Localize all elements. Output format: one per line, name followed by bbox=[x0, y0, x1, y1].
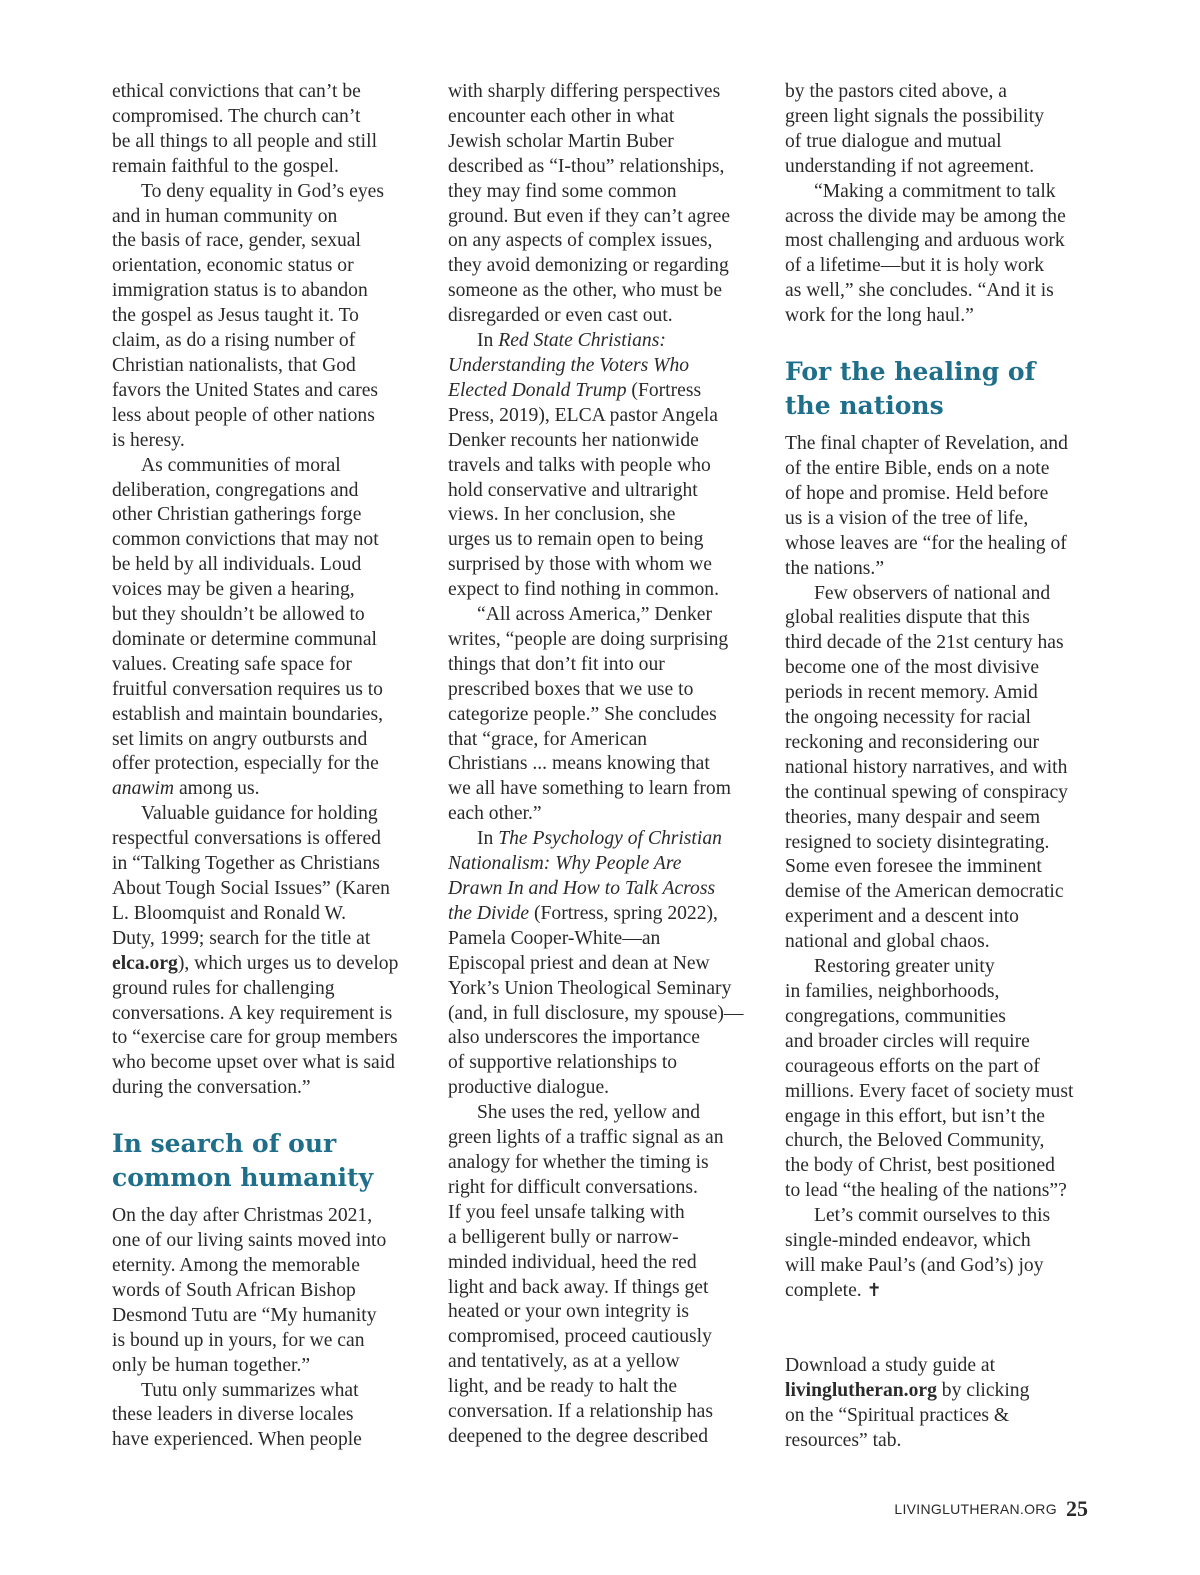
text-line: productive dialogue. bbox=[448, 1077, 610, 1099]
text-line: Tutu only summarizes what bbox=[141, 1379, 359, 1401]
book-title: Red State Christians: bbox=[498, 330, 666, 352]
text-line: the basis of race, gender, sexual bbox=[112, 230, 361, 252]
text-line: The final chapter of Revelation, and bbox=[785, 433, 1068, 455]
text-line: favors the United States and cares bbox=[112, 379, 379, 401]
heading-line: For the healing of bbox=[785, 357, 1036, 387]
text-line: travels and talks with people who bbox=[448, 454, 711, 476]
text-line: by the pastors cited above, a bbox=[785, 81, 1007, 102]
text-line: the continual spewing of conspiracy bbox=[785, 781, 1068, 803]
text-line: ground. But even if they can’t agree bbox=[448, 205, 731, 227]
text-line: and tentatively, as at a yellow bbox=[448, 1351, 680, 1373]
text-line: only be human together.” bbox=[112, 1354, 311, 1376]
text-line: establish and maintain boundaries, bbox=[112, 703, 383, 725]
text-line: of supportive relationships to bbox=[448, 1052, 678, 1074]
text-line: views. In her conclusion, she bbox=[448, 504, 676, 526]
text-line: On the day after Christmas 2021, bbox=[112, 1205, 373, 1227]
text-line: dominate or determine communal bbox=[112, 628, 377, 650]
text-line: and broader circles will require bbox=[785, 1030, 1030, 1052]
paragraph bbox=[785, 180, 1090, 329]
text-line: minded individual, heed the red bbox=[448, 1251, 697, 1273]
article-column-1 bbox=[112, 80, 417, 1453]
text-line: surprised by those with whom we bbox=[448, 554, 712, 576]
text-line: light and back away. If things get bbox=[448, 1276, 709, 1298]
text-line: they avoid demonizing or regarding bbox=[448, 255, 729, 277]
text-line: ethical convictions that can’t be bbox=[112, 81, 361, 102]
text-line: eternity. Among the memorable bbox=[112, 1254, 360, 1276]
text-fragment: ), which urges us to develop bbox=[177, 952, 399, 974]
text-line: urges us to remain open to being bbox=[448, 529, 704, 551]
text-fragment: In bbox=[477, 330, 499, 352]
text-line: orientation, economic status or bbox=[112, 255, 354, 277]
text-line: the nations.” bbox=[785, 557, 885, 579]
text-line: will make Paul’s (and God’s) joy bbox=[785, 1254, 1044, 1276]
paragraph bbox=[785, 432, 1090, 581]
book-title: the Divide bbox=[448, 902, 530, 924]
text-line: each other.” bbox=[448, 803, 542, 825]
text-line: hold conservative and ultraright bbox=[448, 479, 698, 501]
text-line: Denker recounts her nationwide bbox=[448, 429, 699, 451]
text-line: Christians ... means knowing that bbox=[448, 753, 710, 775]
livinglutheran-link[interactable]: livinglutheran.org bbox=[785, 1379, 937, 1401]
text-line: be held by all individuals. Loud bbox=[112, 554, 362, 576]
paragraph bbox=[785, 80, 1090, 180]
text-line: work for the long haul.” bbox=[785, 305, 974, 327]
text-line: of the entire Bible, ends on a note bbox=[785, 457, 1050, 479]
text-line: To deny equality in God’s eyes bbox=[141, 180, 384, 202]
text-line: compromised. The church can’t bbox=[112, 105, 361, 127]
text-line: global realities dispute that this bbox=[785, 607, 1030, 629]
text-line: Let’s commit ourselves to this bbox=[814, 1205, 1051, 1227]
text-line: Episcopal priest and dean at New bbox=[448, 952, 710, 974]
text-line: one of our living saints moved into bbox=[112, 1230, 387, 1252]
section-heading bbox=[112, 1127, 417, 1195]
text-line: resources” tab. bbox=[785, 1429, 902, 1451]
text-line: Christian nationalists, that God bbox=[112, 354, 356, 376]
text-line: common convictions that may not bbox=[112, 529, 379, 551]
text-line: green lights of a traffic signal as an bbox=[448, 1127, 724, 1149]
text-line: Press, 2019), ELCA pastor Angela bbox=[448, 404, 718, 426]
text-line: experiment and a descent into bbox=[785, 906, 1019, 928]
text-line: offer protection, especially for the bbox=[112, 753, 379, 775]
text-line: set limits on angry outbursts and bbox=[112, 728, 368, 750]
text-line: encounter each other in what bbox=[448, 105, 675, 127]
paragraph bbox=[785, 955, 1090, 1204]
text-line: (and, in full disclosure, my spouse)— bbox=[448, 1002, 744, 1024]
text-line: engage in this effort, but isn’t the bbox=[785, 1105, 1045, 1127]
text-line: analogy for whether the timing is bbox=[448, 1151, 709, 1173]
text-line: national history narratives, and with bbox=[785, 756, 1068, 778]
text-line: single-minded endeavor, which bbox=[785, 1230, 1031, 1252]
book-title: The Psychology of Christian bbox=[498, 828, 722, 850]
text-line: deepened to the degree described bbox=[448, 1425, 709, 1447]
text-line: to “exercise care for group members bbox=[112, 1027, 398, 1049]
paragraph bbox=[112, 1379, 417, 1454]
spacer bbox=[785, 1304, 1090, 1354]
text-line: light, and be ready to halt the bbox=[448, 1376, 678, 1398]
text-line: across the divide may be among the bbox=[785, 205, 1066, 227]
text-line: Few observers of national and bbox=[814, 582, 1051, 604]
paragraph bbox=[112, 80, 417, 180]
text-line: to lead “the healing of the nations”? bbox=[785, 1180, 1067, 1202]
text-line bbox=[448, 903, 718, 924]
text-line: ground rules for challenging bbox=[112, 977, 335, 999]
page-footer bbox=[894, 1496, 1088, 1522]
text-line: the gospel as Jesus taught it. To bbox=[112, 305, 359, 327]
text-line: conversation. If a relationship has bbox=[448, 1401, 713, 1423]
text-line: writes, “people are doing surprising bbox=[448, 628, 729, 650]
text-line: we all have something to learn from bbox=[448, 778, 731, 800]
text-line: less about people of other nations bbox=[112, 404, 375, 426]
text-fragment: among us. bbox=[174, 778, 260, 800]
text-line: of hope and promise. Held before bbox=[785, 482, 1049, 504]
text-line: that “grace, for American bbox=[448, 728, 648, 750]
text-line: She uses the red, yellow and bbox=[477, 1102, 701, 1124]
text-fragment: by clicking bbox=[936, 1379, 1030, 1401]
text-line: who become upset over what is said bbox=[112, 1052, 395, 1074]
book-title: Elected Donald Trump bbox=[448, 379, 627, 401]
heading-line: common humanity bbox=[112, 1163, 374, 1193]
text-line: remain faithful to the gospel. bbox=[112, 155, 339, 177]
text-line: L. Bloomquist and Ronald W. bbox=[112, 902, 347, 924]
text-line: Duty, 1999; search for the title at bbox=[112, 927, 371, 949]
italic-term: anawim bbox=[112, 778, 175, 800]
paragraph bbox=[448, 329, 753, 603]
text-line bbox=[477, 330, 666, 351]
text-line: categorize people.” She concludes bbox=[448, 703, 717, 725]
paragraph bbox=[785, 1204, 1090, 1304]
text-line bbox=[785, 1280, 882, 1301]
study-guide-note bbox=[785, 1354, 1090, 1454]
paragraph bbox=[112, 180, 417, 454]
text-line: the ongoing necessity for racial bbox=[785, 707, 1031, 729]
text-line: periods in recent memory. Amid bbox=[785, 682, 1038, 704]
text-line: reckoning and reconsidering our bbox=[785, 731, 1040, 753]
text-line bbox=[112, 778, 260, 799]
text-line: in “Talking Together as Christians bbox=[112, 853, 380, 875]
book-title: Nationalism: Why People Are bbox=[448, 853, 682, 875]
text-line: have experienced. When people bbox=[112, 1429, 362, 1451]
paragraph bbox=[785, 582, 1090, 956]
paragraph bbox=[448, 603, 753, 827]
text-line: values. Creating safe space for bbox=[112, 653, 352, 675]
paragraph bbox=[448, 80, 753, 329]
text-line: York’s Union Theological Seminary bbox=[448, 977, 732, 999]
text-line: heated or your own integrity is bbox=[448, 1301, 690, 1323]
text-line: If you feel unsafe talking with bbox=[448, 1201, 685, 1223]
text-line: these leaders in diverse locales bbox=[112, 1404, 354, 1426]
text-line bbox=[112, 953, 398, 974]
text-line: as well,” she concludes. “And it is bbox=[785, 280, 1054, 302]
text-line: of true dialogue and mutual bbox=[785, 130, 1002, 152]
text-line: deliberation, congregations and bbox=[112, 479, 359, 501]
text-line: someone as the other, who must be bbox=[448, 280, 723, 302]
text-line: expect to find nothing in common. bbox=[448, 579, 720, 601]
text-line bbox=[785, 1380, 1029, 1401]
text-line: become one of the most divisive bbox=[785, 657, 1040, 679]
book-title: Understanding the Voters Who bbox=[448, 354, 690, 376]
text-line: us is a vision of the tree of life, bbox=[785, 507, 1029, 529]
text-line: voices may be given a hearing, bbox=[112, 579, 355, 601]
text-line: most challenging and arduous work bbox=[785, 230, 1065, 252]
text-line: respectful conversations is offered bbox=[112, 828, 381, 850]
article-column-2 bbox=[448, 80, 753, 1450]
text-line: fruitful conversation requires us to bbox=[112, 678, 383, 700]
text-line bbox=[477, 828, 722, 849]
book-title: Drawn In and How to Talk Across bbox=[448, 878, 716, 899]
text-line: they may find some common bbox=[448, 180, 677, 202]
text-line: demise of the American democratic bbox=[785, 881, 1064, 903]
text-line: the body of Christ, best positioned bbox=[785, 1155, 1055, 1177]
text-line: understanding if not agreement. bbox=[785, 155, 1035, 177]
text-line: be all things to all people and still bbox=[112, 130, 378, 152]
text-line: things that don’t fit into our bbox=[448, 653, 665, 675]
text-line: described as “I-thou” relationships, bbox=[448, 155, 725, 177]
paragraph bbox=[112, 1204, 417, 1378]
text-line: in families, neighborhoods, bbox=[785, 981, 1000, 1002]
text-fragment: In bbox=[477, 828, 499, 850]
text-line: courageous efforts on the part of bbox=[785, 1055, 1040, 1077]
heading-line: In search of our bbox=[112, 1129, 337, 1159]
text-line: words of South African Bishop bbox=[112, 1279, 356, 1301]
text-line: Pamela Cooper-White—an bbox=[448, 927, 661, 949]
elca-link[interactable]: elca.org bbox=[112, 952, 178, 974]
text-line: of a lifetime—but it is holy work bbox=[785, 255, 1045, 277]
text-line: whose leaves are “for the healing of bbox=[785, 532, 1067, 554]
article-column-3 bbox=[785, 80, 1090, 1453]
text-line bbox=[448, 380, 701, 401]
text-line: conversations. A key requirement is bbox=[112, 1002, 393, 1024]
text-line: on any aspects of complex issues, bbox=[448, 230, 713, 252]
text-line: and in human community on bbox=[112, 205, 338, 227]
text-line: a belligerent bully or narrow- bbox=[448, 1226, 679, 1248]
text-line: Restoring greater unity bbox=[814, 956, 995, 978]
text-line: Desmond Tutu are “My humanity bbox=[112, 1304, 377, 1326]
text-line: Some even foresee the imminent bbox=[785, 856, 1042, 878]
text-line: green light signals the possibility bbox=[785, 105, 1045, 127]
text-line: Valuable guidance for holding bbox=[141, 803, 378, 825]
text-line: “All across America,” Denker bbox=[477, 604, 713, 626]
footer-site-name: LIVINGLUTHERAN.ORG bbox=[894, 1501, 1057, 1517]
page-number: 25 bbox=[1066, 1496, 1088, 1521]
text-fragment: complete. bbox=[785, 1279, 867, 1301]
text-line: “Making a commitment to talk bbox=[814, 180, 1056, 202]
text-line: claim, as do a rising number of bbox=[112, 330, 356, 352]
cross-icon: ✝ bbox=[866, 1279, 882, 1301]
text-line: compromised, proceed cautiously bbox=[448, 1326, 712, 1348]
text-line: right for difficult conversations. bbox=[448, 1176, 698, 1198]
text-line: but they shouldn’t be allowed to bbox=[112, 604, 365, 626]
text-line: Jewish scholar Martin Buber bbox=[448, 130, 674, 152]
text-line: About Tough Social Issues” (Karen bbox=[112, 878, 390, 899]
paragraph bbox=[112, 802, 417, 1101]
text-line: prescribed boxes that we use to bbox=[448, 678, 694, 700]
text-line: with sharply differing perspectives bbox=[448, 81, 721, 102]
text-line: during the conversation.” bbox=[112, 1077, 311, 1099]
text-fragment: (Fortress, spring 2022), bbox=[529, 902, 718, 924]
text-line: national and global chaos. bbox=[785, 931, 990, 953]
text-fragment: (Fortress bbox=[626, 379, 702, 401]
text-line: church, the Beloved Community, bbox=[785, 1130, 1045, 1152]
text-line: resigned to society disintegrating. bbox=[785, 831, 1050, 853]
paragraph bbox=[112, 454, 417, 803]
text-line: is heresy. bbox=[112, 429, 185, 451]
text-line: other Christian gatherings forge bbox=[112, 504, 362, 526]
paragraph bbox=[448, 827, 753, 1101]
text-line: on the “Spiritual practices & bbox=[785, 1404, 1010, 1426]
text-line: millions. Every facet of society must bbox=[785, 1080, 1074, 1102]
text-line: theories, many despair and seem bbox=[785, 806, 1041, 828]
text-line: third decade of the 21st century has bbox=[785, 632, 1064, 654]
paragraph bbox=[448, 1101, 753, 1450]
text-line: is bound up in yours, for we can bbox=[112, 1329, 365, 1351]
text-line: disregarded or even cast out. bbox=[448, 305, 673, 327]
heading-line: the nations bbox=[785, 391, 944, 421]
text-line: immigration status is to abandon bbox=[112, 280, 368, 302]
section-heading bbox=[785, 355, 1090, 423]
text-line: congregations, communities bbox=[785, 1005, 1006, 1027]
text-line: As communities of moral bbox=[141, 454, 341, 476]
text-line: also underscores the importance bbox=[448, 1027, 700, 1049]
text-line: Download a study guide at bbox=[785, 1354, 996, 1376]
